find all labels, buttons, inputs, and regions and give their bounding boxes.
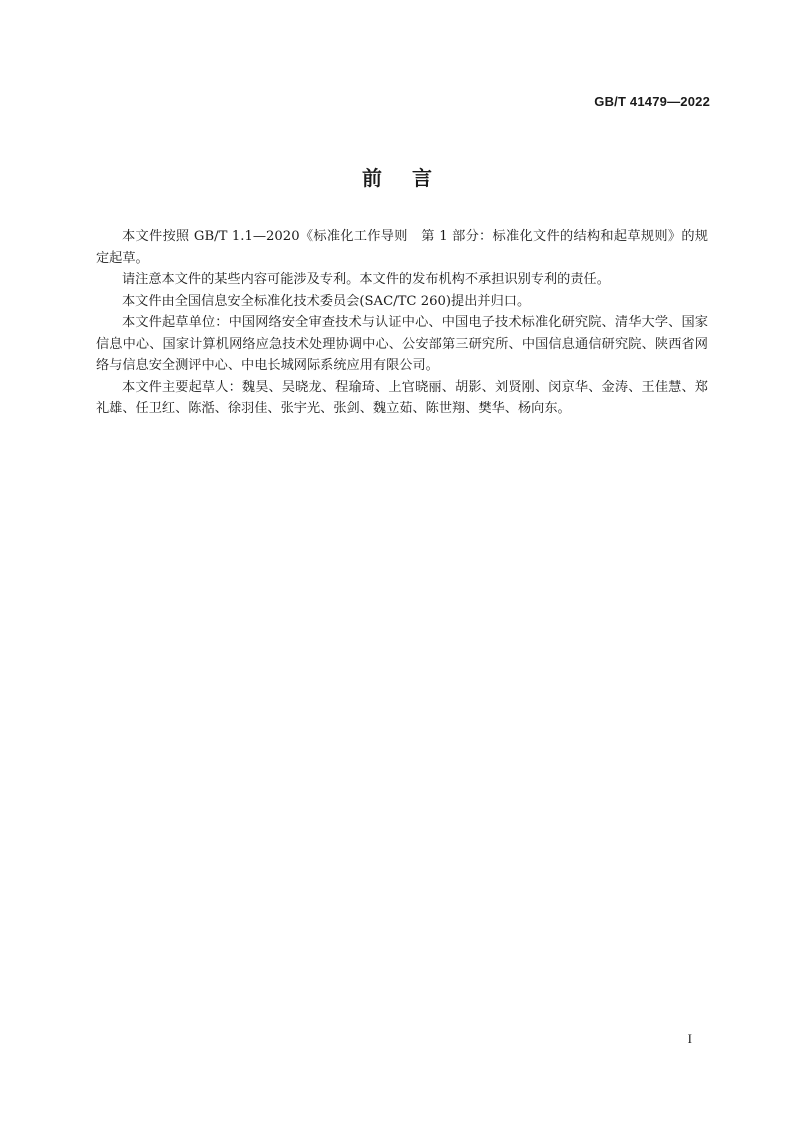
paragraph-drafting-rules: 本文件按照 GB/T 1.1—2020《标准化工作导则 第 1 部分：标准化文件的结构和起草规则》的规定起草。 bbox=[96, 229, 708, 266]
paragraph-drafting-units: 本文件起草单位：中国网络安全审查技术与认证中心、中国电子技术标准化研究院、清华大学、国家信息中心、国家计算机网络应急技术处理协调中心、公安部第三研究所、中国信息通信研究院、陕西省网络与信息安全测评中心、中电长城网际系统应用有限公司。 bbox=[96, 315, 708, 373]
page-number: I bbox=[687, 1031, 692, 1046]
foreword-body bbox=[96, 226, 708, 420]
paragraph-patent-notice: 请注意本文件的某些内容可能涉及专利。本文件的发布机构不承担识别专利的责任。 bbox=[122, 272, 610, 287]
paragraph-proposer: 本文件由全国信息安全标准化技术委员会(SAC/TC 260)提出并归口。 bbox=[122, 293, 531, 309]
paragraph-drafters: 本文件主要起草人：魏昊、吴晓龙、程瑜琦、上官晓丽、胡影、刘贤刚、闵京华、金涛、王佳慧、郑礼雄、任卫红、陈湉、徐羽佳、张宇光、张剑、魏立茹、陈世翔、樊华、杨向东。 bbox=[96, 379, 708, 416]
document-code: GB/T 41479—2022 bbox=[594, 94, 710, 109]
section-title: 前言 bbox=[362, 166, 462, 190]
